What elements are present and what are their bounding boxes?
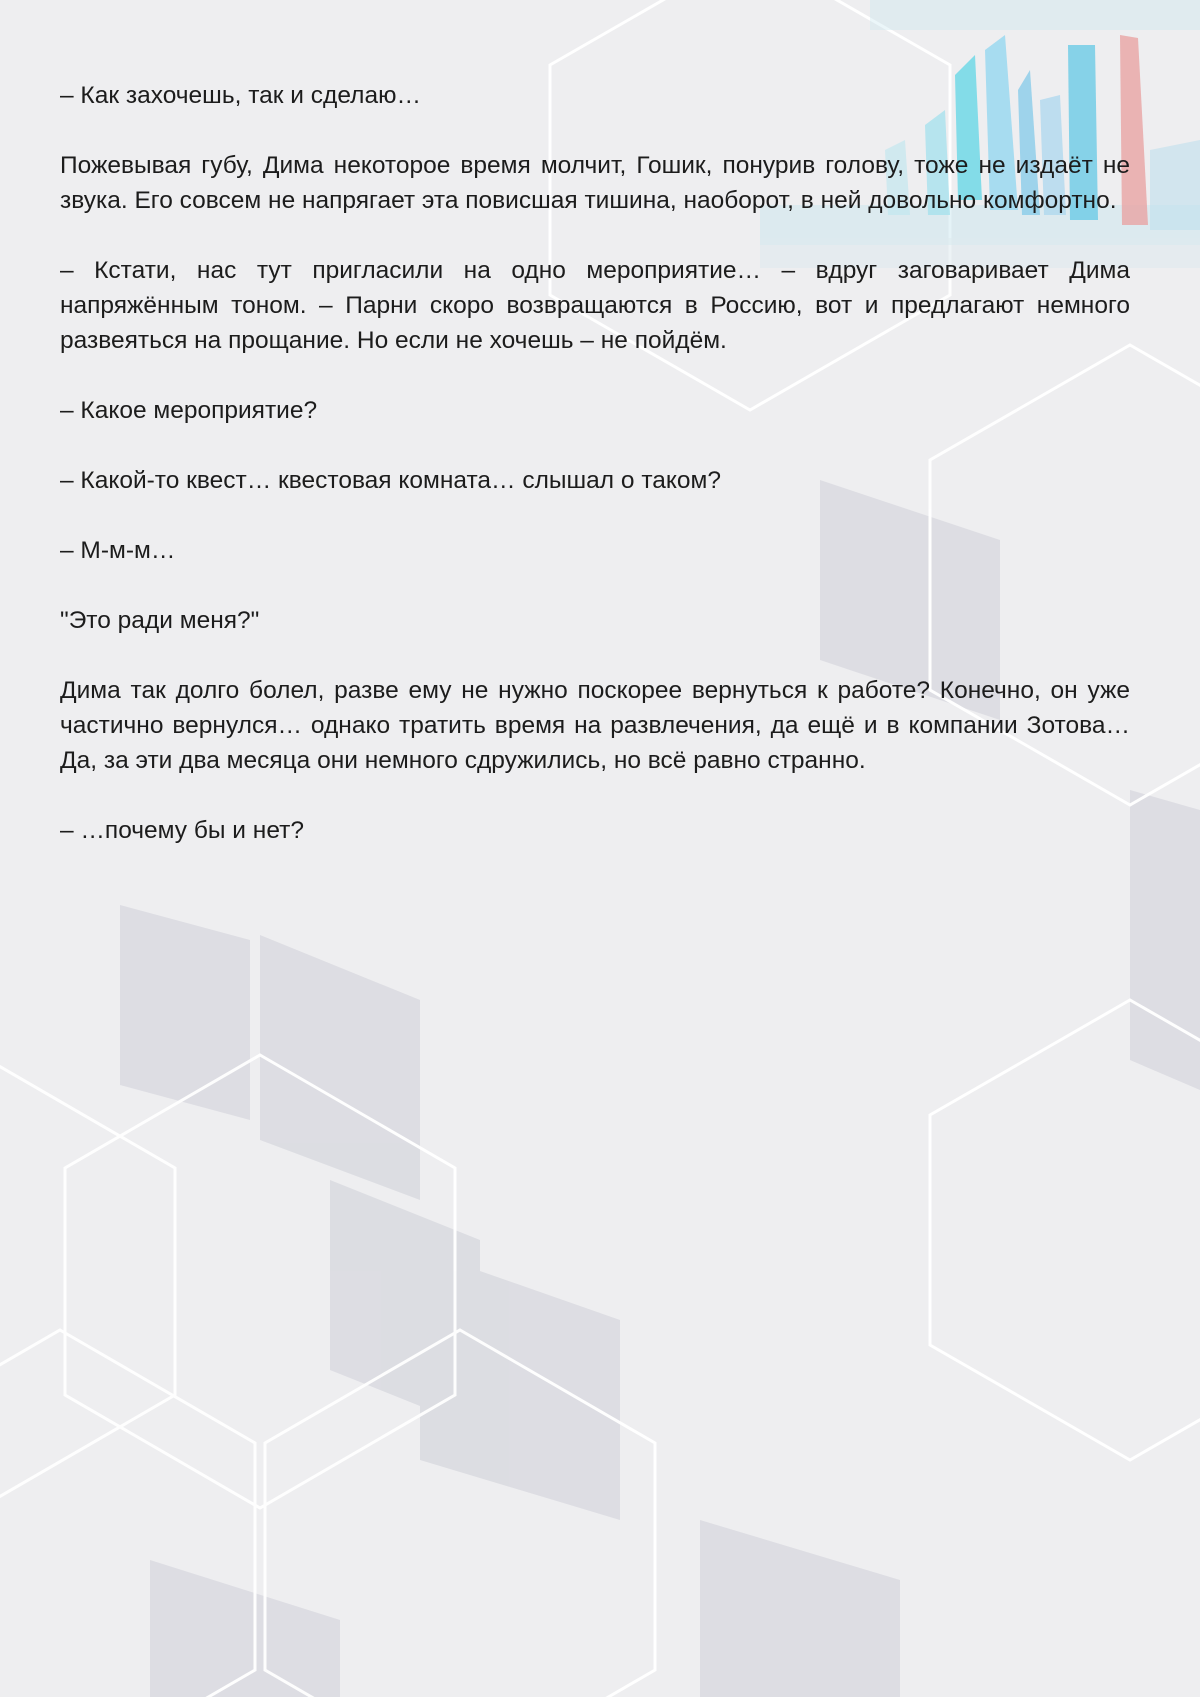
shadow-block bbox=[420, 1250, 620, 1520]
story-paragraph: "Это ради меня?" bbox=[60, 607, 260, 634]
story-paragraph: – Кстати, нас тут пригласили на одно мероприятие… – вдруг заговаривает Дима напряжённым тоном. – Парни скоро возвращаются в Россию, вот и предлагают немного развеяться на прощание. Но если не хочешь – не пойдём. bbox=[60, 257, 1130, 354]
story-paragraph: – Какое мероприятие? bbox=[60, 397, 318, 424]
shadow-block bbox=[700, 1520, 900, 1697]
story-text bbox=[60, 78, 1130, 883]
story-paragraph: – Как захочешь, так и сделаю… bbox=[60, 82, 421, 109]
hex-outline bbox=[0, 1055, 175, 1508]
story-paragraph: – Какой-то квест… квестовая комната… слышал о таком? bbox=[60, 467, 721, 494]
story-paragraph: Дима так долго болел, разве ему не нужно поскорее вернуться к работе? Конечно, он уже частично вернулся… однако тратить время на развлечения, да ещё и в компании Зотова… Да, за эти два месяца они немного сдружились, но всё равно странно. bbox=[60, 677, 1130, 774]
shadow-block bbox=[1130, 790, 1200, 1090]
shadow-block bbox=[120, 905, 250, 1120]
story-paragraph: – М-м-м… bbox=[60, 537, 176, 564]
story-paragraph: – …почему бы и нет? bbox=[60, 817, 304, 844]
story-paragraph: Пожевывая губу, Дима некоторое время молчит, Гошик, понурив голову, тоже не издаёт не звука. Его совсем не напрягает эта повисшая тишина, наоборот, в ней довольно комфортно. bbox=[60, 152, 1130, 214]
